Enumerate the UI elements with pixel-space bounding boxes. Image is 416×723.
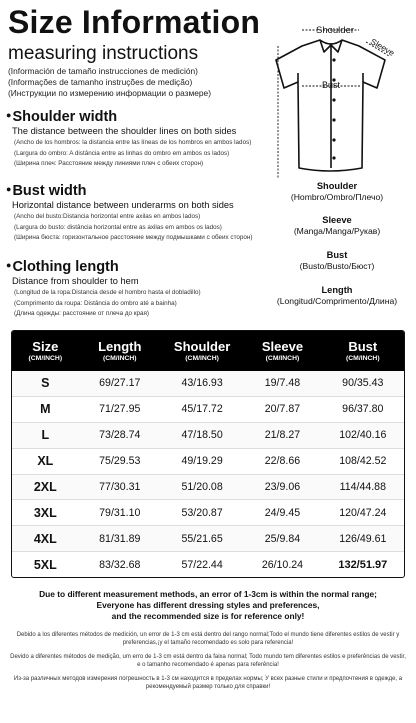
header-bust: [322, 331, 404, 371]
cell-length: 77/30.31: [99, 481, 141, 493]
header-unit: (CM/INCH): [28, 355, 63, 363]
shirt-buttons: [332, 58, 335, 159]
notice-line: and the recommended size is for reference only!: [111, 610, 305, 621]
shirt-outline-icon: [276, 40, 385, 171]
bullet-dot-icon: ●: [6, 184, 12, 194]
part-name: Bust: [326, 250, 348, 260]
notice-translation-es: Debido a los diferentes métodos de medición, un error de 1-3 cm está dentro del rango normal;Todo el mundo tiene diferentes estilos de vestir y preferencias,¡y el tamaño recomendado es solo para referencia!: [16, 632, 400, 647]
part-label-length: [262, 285, 412, 306]
cell-size: 2XL: [33, 480, 57, 494]
cell-length: 81/31.89: [99, 532, 141, 545]
part-name: Sleeve: [322, 215, 352, 225]
diagram-shoulder-label: Shoulder: [316, 25, 355, 36]
bullet-dot-icon: ●: [6, 110, 12, 120]
part-translation: (Hombro/Ombro/Плечо): [290, 192, 384, 203]
header-length: [79, 331, 161, 371]
measurement-notice: [8, 589, 408, 622]
cell-bust: 126/49.61: [339, 532, 387, 545]
cell-sleeve: 21/8.27: [264, 429, 301, 442]
translation-pt: (Largura do ombro: A distância entre as linhas do ombro em ambos os lados): [14, 149, 230, 157]
table-row: [12, 397, 404, 423]
header-sleeve: [243, 331, 321, 371]
cell-bust: 102/40.16: [339, 429, 387, 442]
cell-size: L: [41, 428, 50, 443]
part-translation: (Manga/Manga/Рукав): [293, 226, 381, 237]
header-unit: (CM/INCH): [185, 355, 219, 363]
cell-bust: 132/51.97: [338, 559, 388, 572]
cell-shoulder: 55/21.65: [181, 532, 223, 545]
table-row: [12, 449, 404, 475]
page-subtitle: measuring instructions: [8, 43, 199, 64]
translation-ru: (Ширина бюста: горизонтальное расстояние между подмышками с обеих сторон): [14, 234, 253, 242]
translation-ru: (Ширина плеч: Расстояние между линиями плеч с обеих сторон): [14, 160, 204, 168]
bullet-dot-icon: ●: [6, 260, 12, 270]
section-description: The distance between the shoulder lines on both sides: [12, 125, 237, 136]
cell-sleeve: 23/9.06: [264, 481, 301, 493]
part-translation: (Longitud/Comprimento/Длина): [276, 296, 398, 307]
notice-translation-pt: Devido a diferentes métodos de medição, um erro de 1-3 cm está dentro da faixa normal; Todo mundo tem diferentes estilos e preferências de vestir, e o tamanho recomendado é apenas para referência!: [10, 654, 406, 669]
subtitle-translation-pt: (Informações de tamanho instruções de medição): [8, 77, 193, 87]
table-row: [12, 423, 404, 449]
cell-size: 5XL: [33, 558, 57, 573]
header-unit: (CM/INCH): [102, 355, 137, 363]
section-shoulder-width: [6, 110, 251, 168]
cell-size: M: [40, 402, 51, 417]
part-label-sleeve: [262, 215, 412, 236]
cell-length: 69/27.17: [99, 377, 141, 390]
header-label: Shoulder: [173, 338, 231, 354]
measure-lines: [278, 30, 389, 178]
header-size: [12, 331, 79, 371]
cell-bust: 96/37.80: [342, 403, 384, 416]
section-title: Clothing length: [12, 259, 119, 275]
cell-length: 71/27.95: [99, 403, 141, 416]
notice-line: Everyone has different dressing styles and preferences,: [96, 599, 320, 610]
translation-pt: (Largura do busto: distância horizontal entre as axilas em ambos os lados): [14, 223, 222, 231]
header-label: Length: [98, 338, 142, 354]
section-title: Shoulder width: [12, 109, 118, 125]
part-translation: (Busto/Busto/Бюст): [299, 261, 375, 272]
header-shoulder: [161, 331, 243, 371]
cell-length: 79/31.10: [99, 506, 141, 519]
translation-ru: (Длина одежды: расстояние от плеча до края): [14, 310, 150, 318]
translation-es: (Longitud de la ropa:Distancia desde el hombro hasta el dobladillo): [14, 288, 201, 296]
cell-sleeve: 19/7.48: [264, 377, 301, 390]
section-title: Bust width: [12, 183, 87, 199]
section-description: Horizontal distance between underarms on both sides: [12, 199, 234, 210]
cell-shoulder: 43/16.93: [181, 377, 223, 390]
section-clothing-length: [6, 260, 201, 318]
cell-bust: 120/47.24: [339, 506, 387, 519]
size-table: [11, 330, 405, 578]
header-label: Size: [32, 338, 59, 354]
cell-bust: 90/35.43: [342, 377, 384, 390]
section-description: Distance from shoulder to hem: [12, 275, 139, 286]
cell-size: S: [41, 376, 50, 391]
cell-bust: 108/42.52: [339, 455, 387, 468]
cell-shoulder: 51/20.08: [181, 481, 223, 493]
table-row: [12, 500, 404, 526]
page-title: Size Information: [8, 4, 261, 40]
section-bust-width: [6, 184, 252, 242]
cell-shoulder: 57/22.44: [181, 559, 223, 572]
translation-es: (Ancho del busto:Distancia horizontal entre axilas en ambos lados): [14, 212, 201, 220]
section-heading: [6, 110, 251, 125]
cell-sleeve: 25/9.84: [264, 532, 301, 545]
cell-length: 73/28.74: [99, 429, 141, 442]
header-unit: (CM/INCH): [265, 355, 300, 363]
notice-line: Due to different measurement methods, an error of 1-3cm is within the normal range;: [39, 589, 377, 599]
cell-shoulder: 47/18.50: [181, 429, 223, 442]
table-row: [12, 552, 404, 578]
part-name: Length: [321, 285, 353, 295]
table-body: [12, 371, 404, 578]
translation-pt: (Comprimento da roupa: Distância do ombro até a bainha): [14, 299, 177, 307]
shirt-diagram: [262, 18, 412, 178]
cell-size: XL: [37, 454, 54, 469]
part-name: Shoulder: [316, 181, 358, 191]
table-row: [12, 371, 404, 397]
cell-bust: 114/44.88: [339, 481, 386, 493]
cell-sleeve: 20/7.87: [264, 403, 301, 416]
part-label-bust: [262, 250, 412, 271]
cell-size: 4XL: [33, 531, 57, 546]
table-row: [12, 526, 404, 552]
section-heading: [6, 260, 201, 275]
header-label: Bust: [348, 338, 378, 354]
subtitle-translation-es: (Información de tamaño instrucciones de medición): [8, 66, 198, 76]
part-label-shoulder: [262, 181, 412, 202]
translation-es: (Ancho de los hombros: la distancia entre las líneas de los hombros en ambos lados): [14, 138, 252, 146]
header-unit: (CM/INCH): [345, 355, 380, 363]
section-heading: [6, 184, 252, 199]
cell-sleeve: 24/9.45: [264, 506, 301, 519]
notice-translation-ru: Из-за различных методов измерения погрешность в 1-3 см находится в пределах нормы; У всех разные стили и предпочтения в одежде, а рекомендуемый размер только для справки!: [13, 676, 403, 691]
table-header: [12, 331, 404, 371]
cell-sleeve: 22/8.66: [264, 455, 301, 468]
diagram-sleeve-label: Sleeve: [368, 36, 397, 58]
table-row: [12, 475, 404, 501]
cell-sleeve: 26/10.24: [261, 559, 304, 572]
header-label: Sleeve: [261, 338, 304, 354]
cell-length: 83/32.68: [99, 559, 141, 572]
subtitle-translation-ru: (Инструкции по измерению информации о размере): [8, 88, 212, 98]
cell-shoulder: 45/17.72: [181, 403, 223, 416]
diagram-bust-label: Bust: [322, 80, 341, 90]
cell-size: 3XL: [33, 505, 57, 520]
cell-shoulder: 53/20.87: [181, 506, 223, 519]
cell-length: 75/29.53: [99, 455, 141, 468]
cell-shoulder: 49/19.29: [181, 455, 223, 468]
